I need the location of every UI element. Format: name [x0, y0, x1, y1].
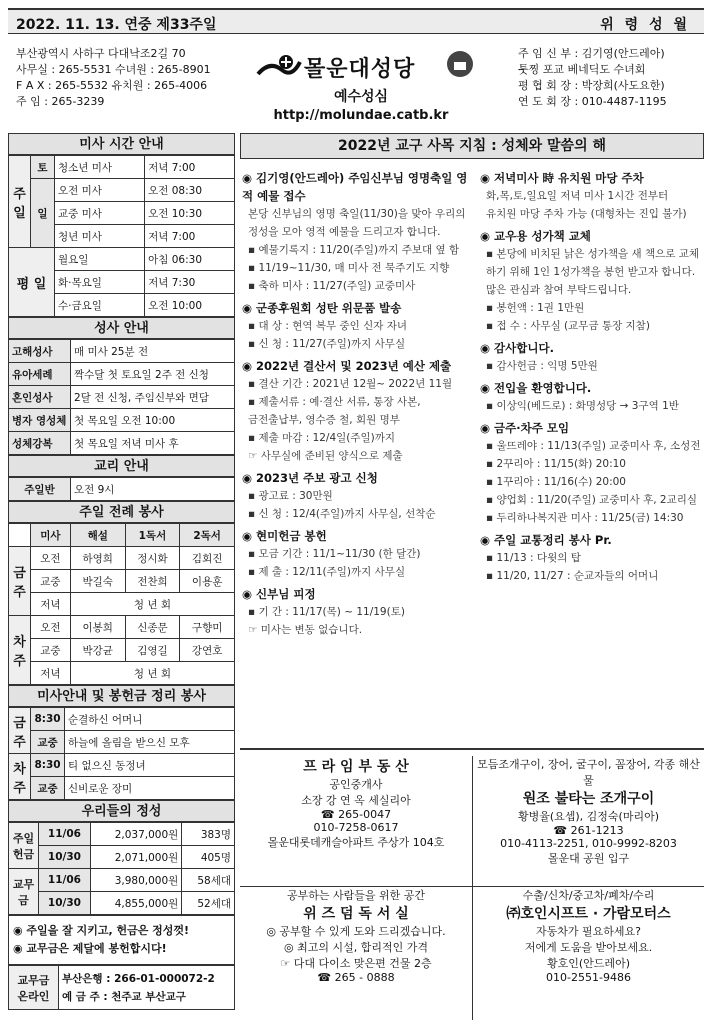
ad-line: 황병율(요셉), 김정숙(마리아): [517, 810, 660, 823]
ad-line: 몰운대롯데캐슬아파트 주상가 104호: [267, 836, 445, 849]
offer-amount: 2,071,000원: [90, 846, 181, 869]
notice-line: ▪ 봉헌액 : 1권 1만원: [486, 302, 585, 314]
mass-name: 청년 미사: [55, 225, 145, 248]
mass-title: 미사 시간 안내: [8, 133, 235, 155]
church-url[interactable]: http://molundae.catb.kr: [273, 108, 449, 123]
ad-line: 모듬조개구이, 장어, 굴구이, 꼼장어, 각종 해산물: [477, 758, 700, 787]
staff-block: [518, 46, 667, 110]
offer-date: 10/30: [39, 892, 91, 915]
staff-line: 연 도 회 장 : 010-4487-1195: [518, 95, 667, 108]
guide-mass: 8:30: [31, 754, 65, 777]
notice-item: [242, 585, 470, 639]
notice-heading: ◉ 군종후원회 성탄 위문품 발송: [242, 301, 402, 315]
offer-amount: 2,037,000원: [90, 823, 181, 846]
notice-line: ▪ 광고료 : 30만원: [248, 490, 333, 502]
note-line: ◉ 교무금은 제달에 봉헌합시다!: [13, 942, 167, 955]
notice-line: 화,목,토,일요일 저녁 미사 1시간 전부터: [486, 190, 669, 202]
guide-table: [8, 707, 235, 800]
mass-time: 오전 10:30: [145, 202, 235, 225]
ad-line: ☎ 265 - 0888: [317, 971, 395, 984]
duty-mass: 저녁: [31, 662, 71, 685]
mass-name: 화·목요일: [55, 271, 145, 294]
notice-item: [242, 169, 470, 295]
duty-person: 김영길: [125, 639, 180, 662]
offer-amount: 4,855,000원: [90, 892, 181, 915]
duty-group: 청 년 회: [70, 593, 234, 616]
duty-person: 박강균: [70, 639, 125, 662]
notice-line: ▪ 양업회 : 11/20(주일) 교중미사 후, 2교리실: [486, 494, 698, 506]
address-line: 부산광역시 사하구 다대낙조2길 70: [16, 47, 186, 60]
notice-item: [480, 379, 702, 415]
notice-heading: ◉ 주일 교통정리 봉사 Pr.: [480, 533, 612, 547]
duty-head: 해설: [70, 524, 125, 547]
bank-account: 부산은행 : 266-01-000072-2: [62, 972, 215, 985]
duty-table: [8, 523, 235, 685]
notice-item: [242, 469, 470, 523]
ad-motors: [472, 886, 704, 1020]
guide-mass: 8:30: [31, 708, 65, 731]
notice-heading: ◉ 금주·차주 모임: [480, 421, 570, 435]
duty-person: 신종문: [125, 616, 180, 639]
duty-head: 1독서: [125, 524, 180, 547]
catechism-title: 교리 안내: [8, 455, 235, 477]
ad-line: 010-2551-9486: [546, 971, 631, 984]
notice-line: ▪ 신 청 : 12/4(주일)까지 사무실, 선착순: [248, 508, 436, 520]
sacrament-info: 첫 목요일 저녁 미사 후: [71, 432, 235, 455]
sacrament-info: 첫 목요일 오전 10:00: [71, 409, 235, 432]
notice-line: ▪ 본당에 비치된 낡은 성가책을 새 책으로 교체: [486, 248, 700, 260]
note-line: ◉ 주일을 잘 지키고, 헌금은 정성껏!: [13, 924, 190, 937]
duty-person: 강연호: [180, 639, 235, 662]
ads-area: [240, 748, 704, 1016]
offer-amount: 3,980,000원: [90, 869, 181, 892]
mass-name: 오전 미사: [55, 179, 145, 202]
ad-line: 공인중개사: [329, 778, 383, 791]
mass-name: 교중 미사: [55, 202, 145, 225]
offering-title: 우리들의 정성: [8, 800, 235, 822]
duty-person: 이용훈: [180, 570, 235, 593]
next-week-label: 차주: [9, 616, 31, 685]
notice-item: [480, 339, 702, 375]
offering-notes: [8, 915, 235, 965]
ad-line: ◎ 공부할 수 있게 도와 드리겠습니다.: [266, 925, 446, 938]
guide-group: 티 없으신 동정녀: [65, 754, 235, 777]
address-block: [16, 46, 211, 110]
mass-name: 청소년 미사: [55, 156, 145, 179]
ad-line: 공부하는 사람들을 위한 공간: [286, 889, 425, 902]
notice-heading: ◉ 감사합니다.: [480, 341, 554, 355]
duty-person: 이봉희: [70, 616, 125, 639]
ad-line: 저에게 도움을 받아보세요.: [524, 941, 653, 954]
duty-person: 하영희: [70, 547, 125, 570]
ad-line: 수출/신차/중고차/폐차/수리: [522, 889, 655, 902]
staff-line: 주 임 신 부 : 김기영(안드레아): [518, 47, 665, 60]
sacrament-name: 병자 영성체: [9, 409, 71, 432]
sunday-label: 주일: [9, 156, 31, 248]
mass-time: 저녁 7:00: [145, 225, 235, 248]
notice-item: [480, 169, 702, 223]
duty-person: 김회진: [180, 547, 235, 570]
address-line: F A X : 265-5532 유치원 : 265-4006: [16, 79, 208, 92]
notice-line: ▪ 예물기록지 : 11/20(주일)까지 주보대 옆 함: [248, 244, 460, 256]
offer-date: 10/30: [39, 846, 91, 869]
ad-line: 황호인(안드레아): [547, 957, 630, 970]
ad-line: 010-7258-0617: [313, 821, 399, 834]
mass-time: 저녁 7:30: [145, 271, 235, 294]
season-label: 위 령 성 월: [600, 17, 690, 33]
ad-line: ☎ 265-0047: [320, 808, 392, 821]
notice-line: ▪ 1꾸리아 : 11/16(수) 20:00: [486, 476, 626, 488]
offering-table: [8, 822, 235, 915]
notice-line: ☞ 미사는 변동 없습니다.: [248, 624, 363, 636]
offer-date: 11/06: [39, 869, 91, 892]
church-subtitle: 예수성심: [333, 89, 389, 105]
notice-line: ▪ 울뜨레야 : 11/13(주일) 교중미사 후, 소성전: [486, 440, 701, 452]
duty-group: 청 년 회: [70, 662, 234, 685]
notice-heading: ◉ 김기영(안드레아) 주임신부님 영명축일 영적 예물 접수: [242, 171, 468, 203]
duty-title: 주일 전례 봉사: [8, 501, 235, 523]
notice-item: [242, 527, 470, 581]
address-line: 주 임 : 265-3239: [16, 95, 105, 108]
duty-head: 미사: [31, 524, 71, 547]
mass-time: 아침 06:30: [145, 248, 235, 271]
ad-line: ☞ 다대 다이소 맞은편 건물 2층: [280, 957, 432, 970]
offer-date: 11/06: [39, 823, 91, 846]
duty-person: 정시화: [125, 547, 180, 570]
wave-cross-icon: [256, 52, 302, 82]
notice-line: ▪ 접 수 : 사무실 (교무금 통장 지참): [486, 320, 650, 332]
notice-line: ▪ 감사헌금 : 익명 5만원: [486, 360, 598, 372]
notice-heading: ◉ 현미헌금 봉헌: [242, 529, 327, 543]
ad-title: 원조 불타는 조개구이: [522, 791, 655, 807]
notice-line: 하기 위해 1인 1성가책을 봉헌 받고자 합니다.: [486, 266, 696, 278]
mass-time: 오전 10:00: [145, 294, 235, 317]
address-line: 사무실 : 265-5531 수녀원 : 265-8901: [16, 63, 211, 76]
duty-person: 박길숙: [70, 570, 125, 593]
main-title: 2022년 교구 사목 지침 : 성체와 말씀의 해: [240, 133, 704, 159]
dues-label: 교무금: [9, 869, 39, 915]
notice-line: ▪ 대 상 : 현역 복무 중인 신자 자녀: [248, 320, 408, 332]
notice-line: ▪ 두리하나복지관 미사 : 11/25(금) 14:30: [486, 512, 684, 524]
notice-column-right: [480, 165, 702, 585]
notice-column-left: [242, 165, 470, 639]
notice-line: ▪ 제출서류 : 예·결산 서류, 통장 사본,: [248, 396, 421, 408]
ad-line: 소장 강 연 옥 세실리아: [301, 794, 411, 807]
guide-mass: 교중: [31, 777, 65, 800]
sacrament-name: 혼인성사: [9, 386, 71, 409]
notice-item: [480, 531, 702, 585]
notice-line: 금전출납부, 영수증 철, 회원 명부: [248, 414, 400, 426]
mass-name: 월요일: [55, 248, 145, 271]
notice-item: [480, 419, 702, 527]
guide-title: 미사안내 및 봉헌금 정리 봉사: [8, 685, 235, 707]
staff-line: 툿찡 포교 베네딕도 수녀회: [518, 63, 646, 76]
ad-line: ☎ 261-1213: [553, 824, 624, 837]
guide-group: 신비로운 장미: [65, 777, 235, 800]
online-label: 교무금 온라인: [9, 966, 59, 1010]
account-holder: 예 금 주 : 천주교 부산교구: [62, 990, 186, 1003]
notice-line: ▪ 제 출 : 12/11(주일)까지 사무실: [248, 566, 406, 578]
mass-time: 오전 08:30: [145, 179, 235, 202]
notice-item: [242, 299, 470, 353]
notice-line: ▪ 결산 기간 : 2021년 12월~ 2022년 11월: [248, 378, 453, 390]
top-bar: [8, 8, 704, 34]
sacrament-info: 짝수달 첫 토요일 2주 전 신청: [71, 363, 235, 386]
guide-group: 순결하신 어머니: [65, 708, 235, 731]
guide-group: 하늘에 올림을 받으신 모후: [65, 731, 235, 754]
sat-label: 토: [31, 156, 55, 179]
notice-heading: ◉ 2022년 결산서 및 2023년 예산 제출: [242, 359, 452, 373]
church-name: 몰운대성당: [304, 57, 416, 82]
ad-line: 자동차가 필요하세요?: [536, 925, 641, 938]
sacrament-name: 유아세례: [9, 363, 71, 386]
online-table: [8, 965, 235, 1010]
duty-mass: 오전: [31, 616, 71, 639]
notice-line: ▪ 신 청 : 11/27(주일)까지 사무실: [248, 338, 406, 350]
notice-line: ▪ 제출 마감 : 12/4일(주일)까지: [248, 432, 396, 444]
notice-line: ▪ 11/19~11/30, 매 미사 전 묵주기도 지향: [248, 262, 450, 274]
issue-date: 2022. 11. 13. 연중 제33주일: [16, 17, 217, 33]
church-logo: [246, 46, 476, 130]
class-name: 주일반: [9, 478, 71, 501]
sacrament-info: 매 미사 25분 전: [71, 340, 235, 363]
notice-line: ▪ 11/20, 11/27 : 순교자들의 어머니: [486, 570, 659, 582]
duty-mass: 오전: [31, 547, 71, 570]
main-column: [240, 133, 704, 636]
sunday-offering-label: 주일헌금: [9, 823, 39, 869]
ad-title: ㈜호인시프트 · 가람모터스: [506, 906, 671, 922]
notice-line: ▪ 축하 미사 : 11/27(주일) 교중미사: [248, 280, 416, 292]
sacrament-info: 2달 전 신청, 주임신부와 면담: [71, 386, 235, 409]
church-building-icon: [446, 50, 474, 78]
duty-person: 전찬희: [125, 570, 180, 593]
sacrament-name: 성체강복: [9, 432, 71, 455]
offer-count: 383명: [182, 823, 235, 846]
mass-name: 수·금요일: [55, 294, 145, 317]
sacrament-name: 고해성사: [9, 340, 71, 363]
staff-line: 평 협 회 장 : 박장희(사도요한): [518, 79, 665, 92]
offer-count: 405명: [182, 846, 235, 869]
duty-person: 구향미: [180, 616, 235, 639]
ad-title: 위 즈 덤 독 서 실: [303, 906, 409, 922]
notice-item: [480, 227, 702, 335]
notice-line: ☞ 사무실에 준비된 양식으로 제출: [248, 450, 403, 462]
notice-line: ▪ 2꾸리아 : 11/15(화) 20:10: [486, 458, 626, 470]
notice-line: ▪ 이상익(베드로) : 화명성당 → 3구역 1반: [486, 400, 679, 412]
offer-count: 52세대: [182, 892, 235, 915]
header: [8, 38, 704, 130]
sun-label: 일: [31, 179, 55, 248]
notice-heading: ◉ 전입을 환영합니다.: [480, 381, 592, 395]
notice-heading: ◉ 교우용 성가책 교체: [480, 229, 591, 243]
notice-heading: ◉ 2023년 주보 광고 신청: [242, 471, 378, 485]
guide-mass: 교중: [31, 731, 65, 754]
next-week-label: 차주: [9, 754, 31, 800]
notice-line: ▪ 기 간 : 11/17(목) ~ 11/19(토): [248, 606, 405, 618]
ad-line: ◎ 최고의 시설, 합리적인 가격: [284, 941, 428, 954]
notice-heading: ◉ 신부님 피정: [242, 587, 316, 601]
this-week-label: 금주: [9, 547, 31, 616]
duty-mass: 교중: [31, 570, 71, 593]
left-column: [8, 133, 235, 1010]
notice-line: 많은 관심과 참여 부탁드립니다.: [486, 284, 632, 296]
mass-table: [8, 155, 235, 317]
catechism-table: [8, 477, 235, 501]
notice-line: ▪ 11/13 : 다윗의 탑: [486, 552, 581, 564]
sacrament-title: 성사 안내: [8, 317, 235, 339]
ad-realestate: [240, 756, 472, 890]
ad-title: 프 라 임 부 동 산: [303, 759, 409, 775]
duty-mass: 저녁: [31, 593, 71, 616]
ad-line: 010-4113-2251, 010-9992-8203: [500, 837, 677, 850]
offer-count: 58세대: [182, 869, 235, 892]
notice-line: ▪ 모금 기간 : 11/1~11/30 (한 달간): [248, 548, 421, 560]
mass-time: 저녁 7:00: [145, 156, 235, 179]
notice-item: [242, 357, 470, 465]
notice-line: 본당 신부님의 영명 축일(11/30)을 맞아 우리의 정성을 모아 영적 예물을 드리고자 합니다.: [248, 208, 466, 238]
weekday-label: 평 일: [9, 248, 55, 317]
duty-head: 2독서: [180, 524, 235, 547]
ad-clam: [472, 756, 704, 890]
ad-study: [240, 886, 472, 1020]
notice-line: 유치원 마당 주차 가능 (대형차는 진입 불가): [486, 208, 687, 220]
ad-line: 몰운대 공원 입구: [547, 852, 630, 865]
notice-heading: ◉ 저녁미사 時 유치원 마당 주차: [480, 171, 644, 185]
duty-mass: 교중: [31, 639, 71, 662]
this-week-label: 금주: [9, 708, 31, 754]
sacrament-table: [8, 339, 235, 455]
class-time: 오전 9시: [71, 478, 235, 501]
